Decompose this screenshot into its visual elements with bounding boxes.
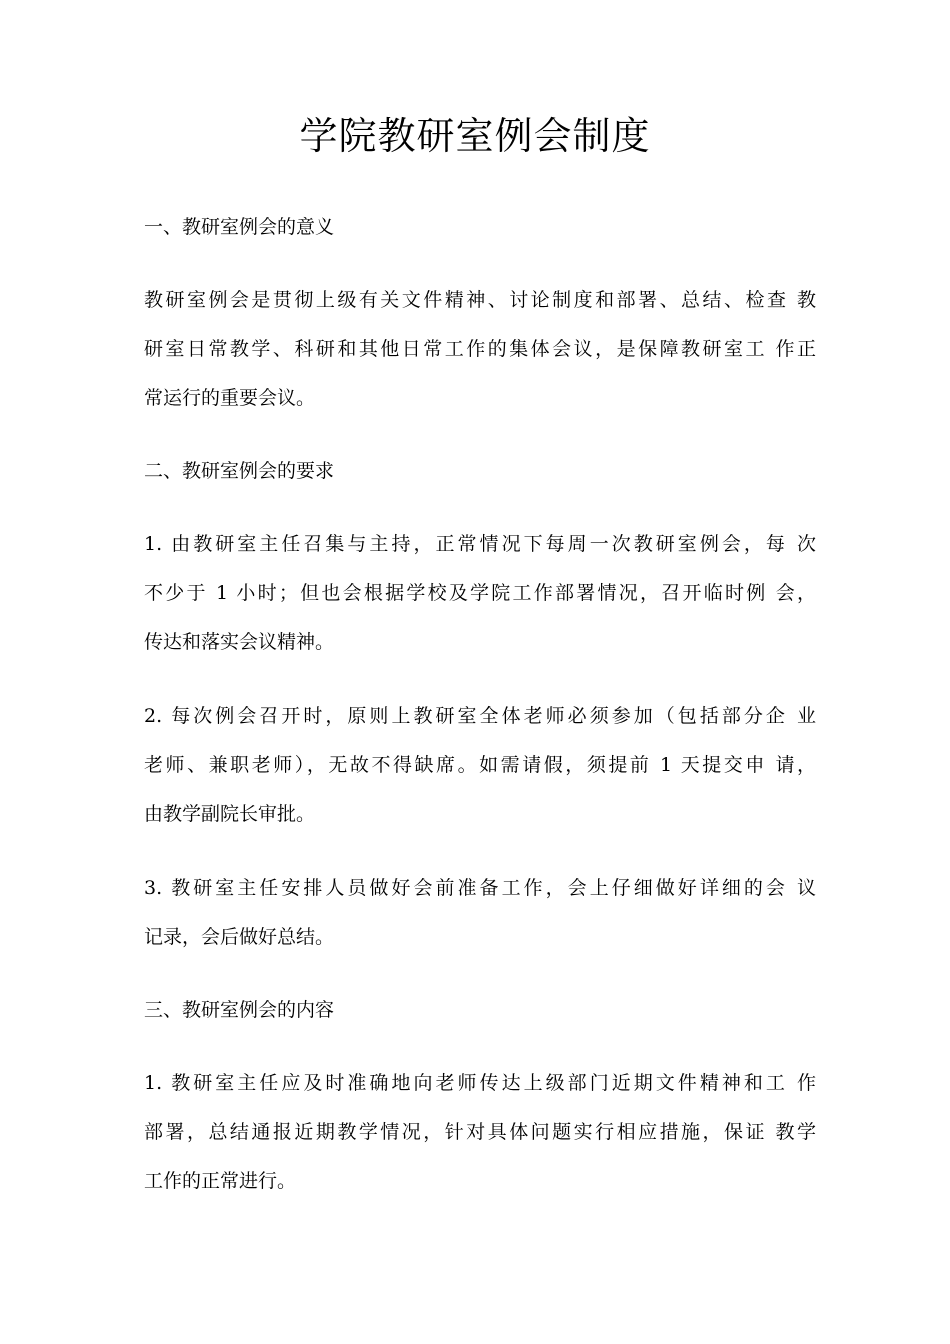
paragraph-line: 部署，总结通报近期教学情况，针对具体问题实行相应措施，保证 教学 bbox=[144, 1121, 816, 1143]
paragraph-line: 1. 由教研室主任召集与主持，正常情况下每周一次教研室例会，每 次 bbox=[144, 533, 816, 555]
section-heading-1: 一、教研室例会的意义 bbox=[144, 216, 335, 238]
paragraph-line: 常运行的重要会议。 bbox=[144, 387, 316, 409]
paragraph-line: 教研室例会是贯彻上级有关文件精神、讨论制度和部署、总结、检查 教 bbox=[144, 289, 816, 311]
section-heading-3: 三、教研室例会的内容 bbox=[144, 999, 335, 1021]
paragraph-line: 2. 每次例会召开时，原则上教研室全体老师必须参加（包括部分企 业 bbox=[144, 705, 816, 727]
paragraph-line: 研室日常教学、科研和其他日常工作的集体会议，是保障教研室工 作正 bbox=[144, 338, 816, 360]
paragraph-line: 由教学副院长审批。 bbox=[144, 803, 316, 825]
paragraph-line: 传达和落实会议精神。 bbox=[144, 631, 335, 653]
paragraph-line: 工作的正常进行。 bbox=[144, 1170, 297, 1192]
paragraph-line: 1. 教研室主任应及时准确地向老师传达上级部门近期文件精神和工 作 bbox=[144, 1072, 816, 1094]
paragraph-line: 不少于 1 小时；但也会根据学校及学院工作部署情况，召开临时例 会， bbox=[144, 582, 816, 604]
paragraph-line: 老师、兼职老师），无故不得缺席。如需请假，须提前 1 天提交申 请， bbox=[144, 754, 816, 776]
section-heading-2: 二、教研室例会的要求 bbox=[144, 460, 335, 482]
document-title: 学院教研室例会制度 bbox=[299, 114, 651, 158]
paragraph-line: 记录，会后做好总结。 bbox=[144, 926, 335, 948]
paragraph-line: 3. 教研室主任安排人员做好会前准备工作，会上仔细做好详细的会 议 bbox=[144, 877, 816, 899]
